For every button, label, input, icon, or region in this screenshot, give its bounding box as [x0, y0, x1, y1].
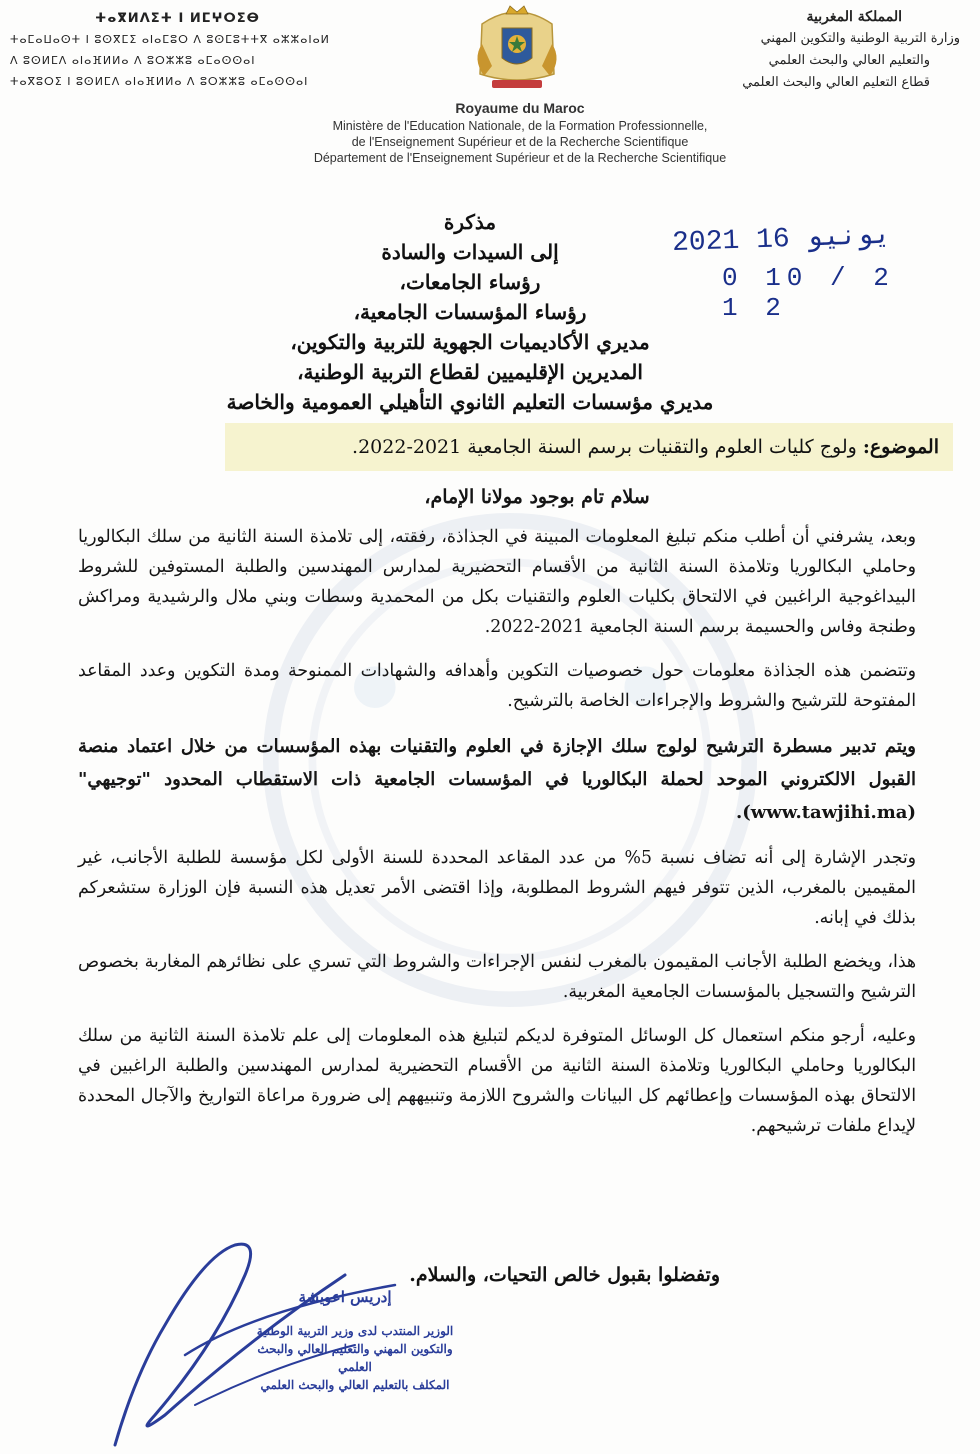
addressee-line: رؤساء الجامعات، — [399, 270, 541, 294]
coat-of-arms-icon — [462, 4, 572, 94]
stamp-reference: 0 10 / 2 1 2 — [722, 263, 895, 323]
paragraph: وتتضمن هذه الجذاذة معلومات حول خصوصيات التكوين وأهدافه والشهادات الممنوحة ومدة التكوين وعدد المقاعد المفتوحة للترشيح والشروط والإجراءات الخاصة بالترشيح. — [78, 661, 916, 711]
arabic-header-line: المملكة المغربية — [806, 9, 902, 25]
stamp-date: 2021 يونيو 16 — [671, 220, 892, 260]
arabic-header-line: وزارة التربية الوطنية والتكوين المهني — [760, 31, 960, 46]
tifinagh-line: ⴷ ⵓⵙⵍⵎⴷ ⴰⵏⴰⴼⵍⵍⴰ ⴷ ⵓⵔⵣⵣⵓ ⴰⵎⴰⵙⵙⴰⵏ — [10, 54, 256, 67]
subject-label: الموضوع: — [862, 436, 939, 458]
addressee-line: مديري مؤسسات التعليم الثانوي التأهيلي العمومية والخاصة — [226, 390, 714, 414]
arabic-header-line: قطاع التعليم العالي والبحث العلمي — [742, 75, 930, 90]
closing-line: وتفضلوا بقبول خالص التحيات، والسلام. — [409, 1264, 720, 1286]
tifinagh-line: ⵜⴰⴳⵓⵔⵉ ⵏ ⵓⵙⵍⵎⴷ ⴰⵏⴰⴼⵍⵍⴰ ⴷ ⵓⵔⵣⵣⵓ ⴰⵎⴰⵙⵙⴰⵏ — [10, 75, 309, 88]
french-title: Royaume du Maroc — [455, 100, 585, 116]
addressee-line: رؤساء المؤسسات الجامعية، — [353, 300, 587, 324]
subject-line — [225, 423, 953, 471]
french-header-line: de l'Enseignement Supérieur et de la Recherche Scientifique — [351, 135, 689, 149]
tifinagh-header — [10, 8, 360, 92]
memo-title: مذكرة — [443, 210, 497, 234]
memo-addressees — [180, 207, 760, 417]
french-header-line: Ministère de l'Education Nationale, de la Formation Professionnelle, — [332, 119, 708, 133]
tifinagh-line: ⵜⴰⴳⵍⴷⵉⵜ ⵏ ⵍⵎⵖⵔⵉⴱ — [95, 11, 260, 26]
signer-title-line: الوزير المنتدب لدى وزير التربية الوطنية — [256, 1324, 454, 1338]
addressee-line: مديري الأكاديميات الجهوية للتربية والتكوين، — [290, 330, 650, 354]
french-header — [200, 98, 840, 166]
greeting: سلام تام بوجود مولانا الإمام، — [424, 486, 650, 508]
arabic-header — [660, 6, 960, 94]
paragraph-bold: ويتم تدبير مسطرة الترشيح لولوج سلك الإجازة في العلوم والتقنيات بهذه المؤسسات من خلال اعتماد منصة القبول الالكتروني الموحد لحملة البكالوريا في المؤسسات الجامعية ذات الاستقطاب المحدود "توجيهي" (www.tawjihi.ma). — [78, 736, 916, 823]
paragraph: وعليه، أرجو منكم استعمال كل الوسائل المتوفرة لديكم لتبليغ هذه المعلومات إلى علم تلامذة السنة الثانية من سلك البكالوريا وحاملي البكالوريا وتلامذة السنة الثانية من الأقسام التحضيرية لمدارس المهندسين والطلبة الراغبين في الالتحاق بهذه المؤسسات وإعطائهم كل البيانات والشروح اللازمة وتنبيههم إلى ضرورة مراعاة التواريخ والآجال المحددة لإيداع ملفات ترشيحهم. — [78, 1026, 916, 1136]
subject-text: ولوج كليات العلوم والتقنيات برسم السنة الجامعية 2021-2022. — [352, 436, 857, 458]
tifinagh-line: ⵜⴰⵎⴰⵡⴰⵙⵜ ⵏ ⵓⵙⴳⵎⵉ ⴰⵏⴰⵎⵓⵔ ⴷ ⵓⵙⵎⵓⵜⵜⴳ ⴰⵣⵣⴰⵏⴰⵍ — [10, 33, 330, 46]
signer-name: إدريس اعويشة — [298, 1288, 392, 1306]
memo-body — [78, 482, 916, 1155]
addressee-line: المديرين الإقليميين لقطاع التربية الوطنية، — [297, 360, 643, 384]
french-header-line: Département de l'Enseignement Supérieur et de la Recherche Scientifique — [313, 151, 727, 165]
addressee-line: إلى السيدات والسادة — [381, 240, 559, 264]
paragraph: وتجدر الإشارة إلى أنه تضاف نسبة 5% من عدد المقاعد المحددة للسنة الأولى لكل مؤسسة للطلبة الأجانب، غير المقيمين بالمغرب، الذين تتوفر فيهم الشروط المطلوبة، وإذا اقتضى الأمر تعديل هذه النسبة فإن الوزارة ستشعركم بذلك في إبانه. — [78, 848, 916, 928]
paragraph: وبعد، يشرفني أن أطلب منكم تبليغ المعلومات المبينة في الجذاذة، رفقته، إلى تلامذة السنة الثانية من سلك البكالوريا وحاملي البكالوريا وتلامذة السنة الثانية من الأقسام التحضيرية لمدارس المهندسين والطلبة المستوفين للشروط البيداغوجية الراغبين في الالتحاق بكليات العلوم والتقنيات بكل من المحمدية وسطات وبني ملال والرشيدية ومراكش وطنجة وفاس والحسيمة برسم السنة الجامعية 2021-2022. — [78, 527, 916, 637]
signer-title-line: المكلف بالتعليم العالي والبحث العلمي — [260, 1378, 450, 1392]
arabic-header-line: والتعليم العالي والبحث العلمي — [768, 53, 930, 68]
signer-title-line: والتكوين المهني والتعليم العالي والبحث العلمي — [257, 1342, 453, 1374]
paragraph: هذا، ويخضع الطلبة الأجانب المقيمون بالمغرب لنفس الإجراءات والشروط التي تسري على نظائرهم المغاربة بخصوص الترشيح والتسجيل بالمؤسسات الجامعية المغربية. — [78, 952, 916, 1002]
signer-block — [250, 1288, 460, 1394]
